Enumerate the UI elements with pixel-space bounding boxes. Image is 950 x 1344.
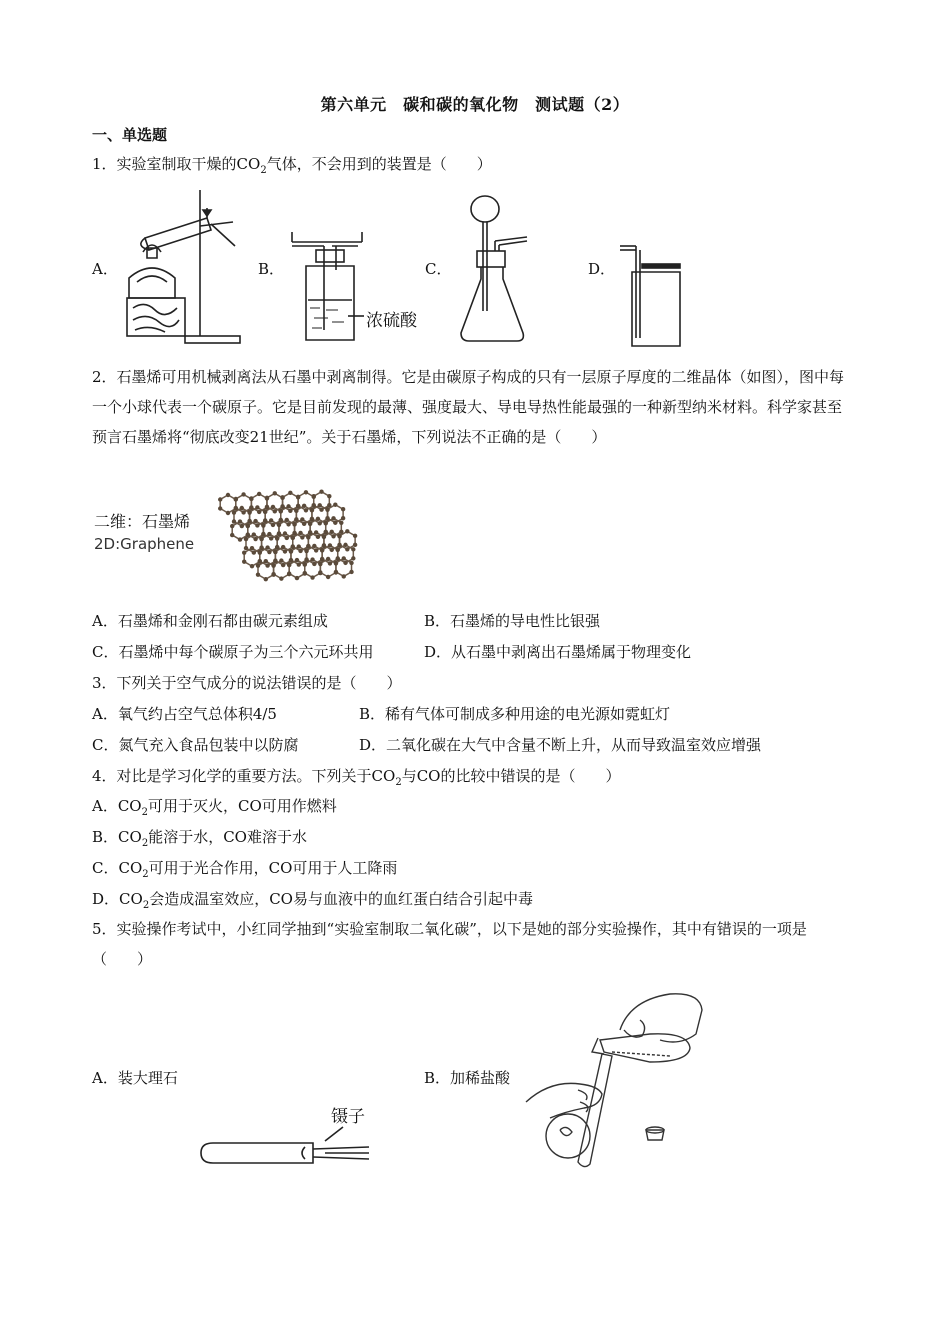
carbon-atom	[267, 532, 271, 536]
q1-subscript: 2	[260, 165, 267, 176]
carbon-atom	[345, 547, 349, 551]
q4-option-d[interactable]: D．$CO_2$会造成温室效应，CO易与血液中的血红蛋白结合引起中毒	[92, 890, 533, 911]
carbon-atom	[294, 517, 298, 521]
carbon-atom	[250, 546, 254, 550]
carbon-atom	[238, 537, 242, 541]
carbon-atom	[264, 559, 268, 563]
carbon-atom	[281, 545, 285, 549]
carbon-atom	[242, 559, 246, 563]
carbon-atom	[334, 561, 338, 565]
q4-option-c[interactable]: C．$CO_2$可用于光合作用，CO可用于人工降雨	[92, 859, 398, 880]
carbon-atom	[302, 522, 306, 526]
carbon-atom	[265, 545, 269, 549]
carbon-atom	[292, 522, 296, 526]
carbon-atom	[328, 543, 332, 547]
carbon-atom	[295, 576, 299, 580]
carbon-atom	[319, 490, 323, 494]
carbon-atom	[302, 504, 306, 508]
carbon-atom	[247, 519, 251, 523]
carbon-atom	[333, 503, 337, 507]
carbon-atom	[295, 558, 299, 562]
carbon-atom	[226, 511, 230, 515]
carbon-atom	[273, 509, 277, 513]
carbon-atom	[259, 536, 263, 540]
carbon-atom	[287, 571, 291, 575]
carbon-atom	[328, 561, 332, 565]
carbon-atom	[246, 523, 250, 527]
question-2-stem: 2．石墨烯可用机械剥离法从石墨中剥离制得。它是由碳原子构成的只有一层原子厚度的二维晶体（如图），图中每一个小球代表一个碳原子。它是目前发现的最薄、强度最大、导电导热性能最强的一种新型纳米材料。科学家甚至预言石墨烯将“彻底改变21世纪”。关于石墨烯，下列说法不正确的是（ ）	[92, 368, 845, 446]
carbon-atom	[285, 518, 289, 522]
q1-option-c-label[interactable]: C．	[425, 260, 452, 278]
carbon-atom	[230, 524, 234, 528]
q2-option-d[interactable]: D．从石墨中剥离出石墨烯属于物理变化	[424, 643, 692, 661]
q4-subscript: 2	[395, 777, 402, 788]
question-4-stem	[92, 766, 620, 793]
carbon-atom	[296, 495, 300, 499]
carbon-atom	[306, 535, 310, 539]
conical-flask-figure	[455, 193, 545, 345]
carbon-atom	[277, 522, 281, 526]
q5-option-a[interactable]: A．装大理石	[92, 1069, 178, 1087]
question-5-stem: 5．实验操作考试中，小红同学抽到“实验室制取二氧化碳”，以下是她的部分实验操作，其中有错误的一项是（ ）	[92, 920, 807, 968]
carbon-atom	[253, 537, 257, 541]
carbon-atom	[269, 536, 273, 540]
carbon-atom	[265, 496, 269, 500]
carbon-atom	[288, 491, 292, 495]
carbon-atom	[298, 531, 302, 535]
carbon-atom	[324, 521, 328, 525]
q3-option-b[interactable]: B．稀有气体可制成多种用途的电光源如霓虹灯	[359, 705, 671, 723]
carbon-atom	[255, 505, 259, 509]
carbon-atom	[259, 545, 263, 549]
carbon-atom	[264, 577, 268, 581]
carbon-atom	[322, 534, 326, 538]
graphene-caption-cn: 二维：石墨烯	[94, 512, 191, 531]
carbon-atom	[303, 571, 307, 575]
carbon-atom	[246, 532, 250, 536]
carbon-atom	[271, 523, 275, 527]
carbon-atom	[289, 558, 293, 562]
carbon-atom	[312, 562, 316, 566]
q4-option-a[interactable]: A．$CO_2$可用于灭火，CO可用作燃料	[92, 797, 337, 818]
carbon-atom	[320, 548, 324, 552]
carbon-atom	[279, 518, 283, 522]
carbon-atom	[316, 517, 320, 521]
carbon-atom	[244, 546, 248, 550]
carbon-atom	[318, 521, 322, 525]
carbon-atom	[281, 563, 285, 567]
carbon-atom	[261, 523, 265, 527]
carbon-atom	[312, 494, 316, 498]
carbon-atom	[234, 497, 238, 501]
carbon-atom	[353, 543, 357, 547]
carbon-atom	[310, 517, 314, 521]
page-title: 第六单元 碳和碳的氧化物 测试题（2）	[320, 95, 630, 114]
carbon-atom	[273, 558, 277, 562]
carbon-atom	[218, 506, 222, 510]
carbon-atom	[279, 509, 283, 513]
carbon-atom	[277, 531, 281, 535]
carbon-atom	[232, 519, 236, 523]
carbon-atom	[256, 572, 260, 576]
carbon-atom	[341, 516, 345, 520]
graphene-hexagon	[220, 495, 236, 513]
carbon-atom	[249, 496, 253, 500]
carbon-atom	[300, 517, 304, 521]
carbon-atom	[275, 545, 279, 549]
carbon-atom	[330, 548, 334, 552]
carbon-atom	[258, 550, 262, 554]
adding-acid-figure	[520, 990, 720, 1170]
carbon-atom	[342, 556, 346, 560]
carbon-atom	[253, 519, 257, 523]
carbon-atom	[326, 575, 330, 579]
tweezer-label: 镊子	[331, 1107, 365, 1127]
q4-option-b[interactable]: B．$CO_2$能溶于水，CO难溶于水	[92, 828, 307, 849]
carbon-atom	[341, 507, 345, 511]
carbon-atom	[297, 562, 301, 566]
carbon-atom	[252, 532, 256, 536]
carbon-atom	[300, 535, 304, 539]
carbon-atom	[333, 521, 337, 525]
tweezer-test-tube-figure	[195, 1125, 375, 1170]
carbon-atom	[303, 562, 307, 566]
carbon-atom	[304, 508, 308, 512]
carbon-atom	[271, 563, 275, 567]
carbon-atom	[230, 533, 234, 537]
carbon-atom	[304, 548, 308, 552]
carbon-atom	[345, 529, 349, 533]
carbon-atom	[318, 503, 322, 507]
q4-stem-text-end: 与CO的比较中错误的是（ ）	[401, 767, 621, 785]
carbon-atom	[351, 556, 355, 560]
q3-option-d[interactable]: D．二氧化碳在大气中含量不断上升，从而导致温室效应增强	[359, 736, 762, 754]
carbon-atom	[234, 506, 238, 510]
q1-stem-text: 1．实验室制取干燥的CO	[92, 155, 261, 173]
q2-option-a[interactable]: A．石墨烯和金刚石都由碳元素组成	[92, 612, 328, 630]
carbon-atom	[353, 534, 357, 538]
carbon-atom	[312, 503, 316, 507]
carbon-atom	[244, 537, 248, 541]
carbon-atom	[304, 557, 308, 561]
carbon-atom	[308, 521, 312, 525]
carbon-atom	[327, 503, 331, 507]
q1-option-d-label[interactable]: D．	[588, 260, 616, 278]
carbon-atom	[339, 521, 343, 525]
carbon-atom	[250, 564, 254, 568]
carbon-atom	[232, 510, 236, 514]
carbon-atom	[271, 505, 275, 509]
q1-option-b-label[interactable]: B．	[258, 260, 285, 278]
carbon-atom	[310, 575, 314, 579]
carbon-atom	[240, 524, 244, 528]
carbon-atom	[257, 492, 261, 496]
carbon-atom	[327, 494, 331, 498]
carbon-atom	[336, 547, 340, 551]
carbon-atom	[336, 556, 340, 560]
carbon-atom	[267, 550, 271, 554]
carbon-atom	[263, 518, 267, 522]
carbon-atom	[308, 530, 312, 534]
carbon-atom	[265, 563, 269, 567]
carbon-atom	[349, 570, 353, 574]
carbon-atom	[279, 576, 283, 580]
q2-option-c[interactable]: C．石墨烯中每个碳原子为三个六元环共用	[92, 643, 374, 661]
carbon-atom	[275, 536, 279, 540]
carbon-atom	[304, 490, 308, 494]
carbon-atom	[226, 493, 230, 497]
carbon-atom	[280, 504, 284, 508]
carbon-atom	[310, 557, 314, 561]
carbon-atom	[339, 530, 343, 534]
carbon-atom	[294, 508, 298, 512]
carbon-atom	[265, 505, 269, 509]
carbon-atom	[325, 507, 329, 511]
carbon-atom	[283, 531, 287, 535]
carbon-atom	[331, 516, 335, 520]
carbon-atom	[291, 535, 295, 539]
carbon-atom	[291, 544, 295, 548]
carbon-atom	[283, 549, 287, 553]
carbon-atom	[263, 509, 267, 513]
carbon-atom	[256, 563, 260, 567]
carbon-atom	[334, 570, 338, 574]
carbon-atom	[241, 510, 245, 514]
carbon-atom	[241, 492, 245, 496]
carbon-atom	[287, 562, 291, 566]
carbon-atom	[326, 557, 330, 561]
carbon-atom	[298, 549, 302, 553]
carbon-atom	[280, 495, 284, 499]
carbon-atom	[318, 570, 322, 574]
carbon-atom	[258, 559, 262, 563]
carbon-atom	[306, 544, 310, 548]
carbon-atom	[314, 548, 318, 552]
carbon-atom	[238, 519, 242, 523]
question-3-stem: 3．下列关于空气成分的说法错误的是（ ）	[92, 674, 402, 692]
carbon-atom	[349, 561, 353, 565]
acid-label: 浓硫酸	[366, 311, 417, 331]
carbon-atom	[249, 505, 253, 509]
heating-apparatus-figure	[115, 188, 255, 346]
carbon-atom	[292, 531, 296, 535]
q4-stem-text: 4．对比是学习化学的重要方法。下列关于CO	[92, 767, 396, 785]
carbon-atom	[269, 518, 273, 522]
carbon-atom	[289, 549, 293, 553]
carbon-atom	[316, 535, 320, 539]
q3-option-c[interactable]: C．氮气充入食品包装中以防腐	[92, 736, 299, 754]
q5-option-b[interactable]: B．加稀盐酸	[424, 1069, 511, 1087]
q3-option-a[interactable]: A．氧气约占空气总体积4/5	[92, 705, 277, 723]
graphene-lattice-figure	[210, 488, 360, 598]
carbon-atom	[342, 574, 346, 578]
carbon-atom	[337, 534, 341, 538]
carbon-atom	[247, 510, 251, 514]
q1-stem-text-end: 气体，不会用到的装置是（ ）	[266, 155, 492, 173]
collecting-bottle-figure	[618, 238, 688, 348]
carbon-atom	[261, 532, 265, 536]
carbon-atom	[296, 504, 300, 508]
carbon-atom	[343, 543, 347, 547]
q2-option-b[interactable]: B．石墨烯的导电性比银强	[424, 612, 601, 630]
carbon-atom	[271, 572, 275, 576]
carbon-atom	[255, 523, 259, 527]
carbon-atom	[324, 530, 328, 534]
carbon-atom	[218, 497, 222, 501]
carbon-atom	[351, 547, 355, 551]
carbon-atom	[330, 530, 334, 534]
question-1-stem	[92, 154, 492, 181]
carbon-atom	[286, 504, 290, 508]
carbon-atom	[279, 558, 283, 562]
carbon-atom	[312, 544, 316, 548]
carbon-atom	[273, 549, 277, 553]
q1-option-a-label[interactable]: A．	[92, 260, 118, 278]
carbon-atom	[285, 536, 289, 540]
carbon-atom	[337, 543, 341, 547]
carbon-atom	[322, 543, 326, 547]
carbon-atom	[325, 516, 329, 520]
carbon-atom	[240, 506, 244, 510]
carbon-atom	[331, 534, 335, 538]
carbon-atom	[314, 530, 318, 534]
carbon-atom	[318, 561, 322, 565]
graphene-caption-en: 2D:Graphene	[94, 535, 195, 553]
carbon-atom	[273, 491, 277, 495]
carbon-atom	[319, 508, 323, 512]
carbon-atom	[286, 522, 290, 526]
carbon-atom	[288, 509, 292, 513]
carbon-atom	[343, 561, 347, 565]
carbon-atom	[297, 544, 301, 548]
carbon-atom	[310, 508, 314, 512]
carbon-atom	[320, 557, 324, 561]
carbon-atom	[257, 510, 261, 514]
carbon-atom	[252, 550, 256, 554]
carbon-atom	[242, 550, 246, 554]
section-heading: 一、单选题	[92, 126, 168, 144]
